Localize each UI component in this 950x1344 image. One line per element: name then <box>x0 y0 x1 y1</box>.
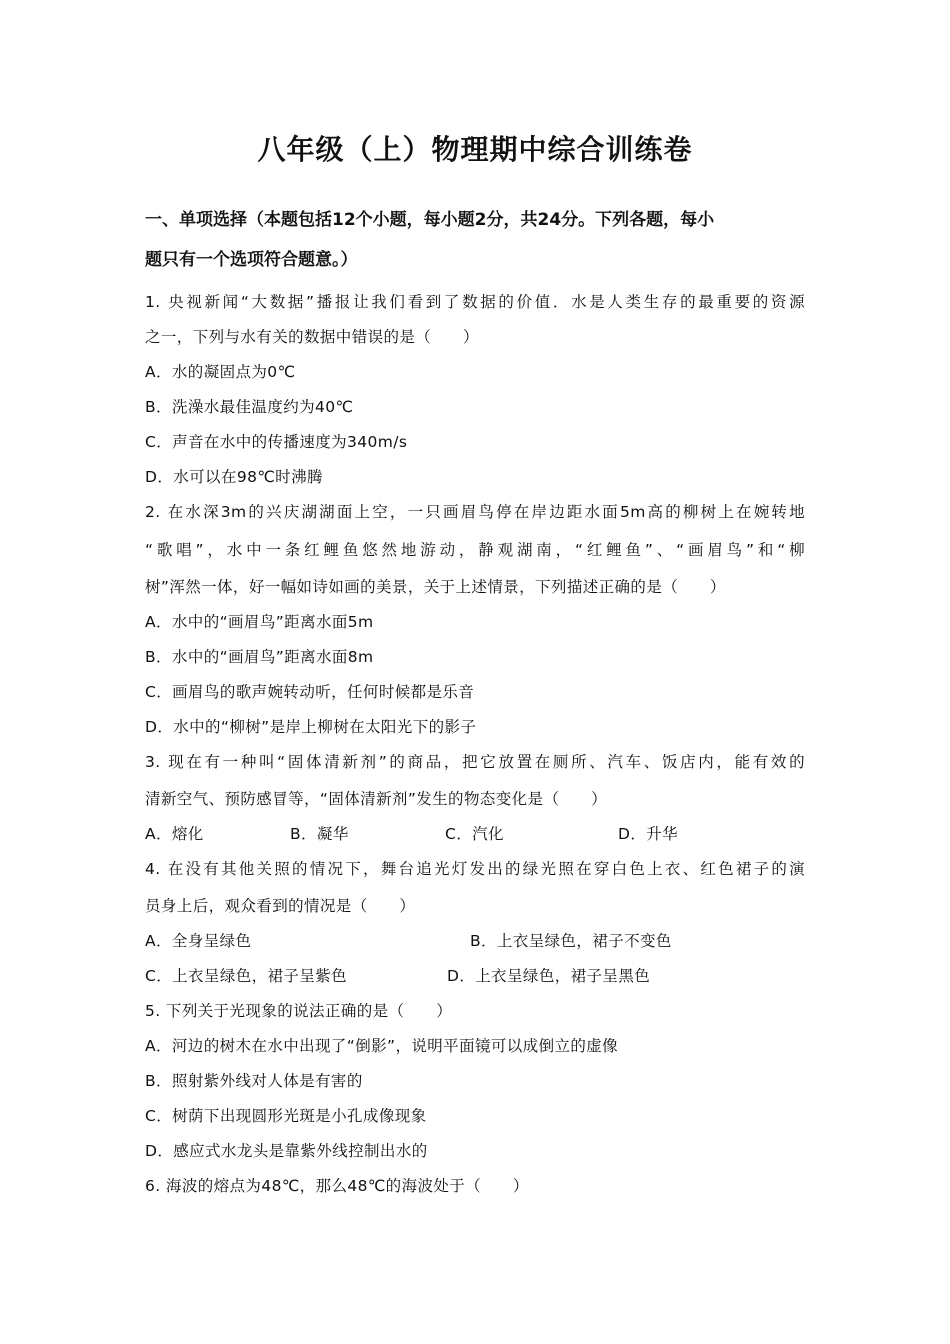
question-3-options-row <box>145 822 805 842</box>
question-4-option-c: C．上衣呈绿色，裙子呈紫色 <box>145 967 348 985</box>
question-5-option-c: C．树荫下出现圆形光斑是小孔成像现象 <box>145 1107 427 1125</box>
question-2-option-b: B．水中的“画眉鸟”距离水面8m <box>145 648 374 666</box>
question-2-option-a: A．水中的“画眉鸟”距离水面5m <box>145 613 374 631</box>
question-5-stem-line-1: 5. 下列关于光现象的说法正确的是（ ） <box>145 1002 453 1020</box>
section-heading-line-1: 一、单项选择（本题包括12个小题，每小题2分，共24分。下列各题，每小 <box>145 210 715 230</box>
question-4-option-a: A．全身呈绿色 <box>145 932 252 950</box>
page-title: 八年级（上）物理期中综合训练卷 <box>257 133 693 166</box>
question-3-option-a: A．熔化 <box>145 825 204 843</box>
question-4-option-d: D．上衣呈绿色，裙子呈黑色 <box>447 967 651 985</box>
question-4-options-row-1 <box>145 929 805 949</box>
question-2-option-c: C．画眉鸟的歌声婉转动听，任何时候都是乐音 <box>145 683 475 701</box>
question-2-stem-line-1: 2. 在水深3m的兴庆湖湖面上空，一只画眉鸟停在岸边距水面5m高的柳树上在婉转地 <box>145 503 805 521</box>
question-4-stem-line-1: 4. 在没有其他关照的情况下，舞台追光灯发出的绿光照在穿白色上衣、红色裙子的演 <box>145 860 805 878</box>
question-3-option-d: D．升华 <box>618 825 679 843</box>
question-1-option-b: B．洗澡水最佳温度约为40℃ <box>145 398 354 416</box>
question-1-stem-line-1: 1. 央视新闻“大数据”播报让我们看到了数据的价值．水是人类生存的最重要的资源 <box>145 293 805 311</box>
question-5-option-d: D．感应式水龙头是靠紫外线控制出水的 <box>145 1142 428 1160</box>
question-6-stem-line-1: 6. 海波的熔点为48℃，那么48℃的海波处于（ ） <box>145 1177 529 1195</box>
question-4-option-b: B．上衣呈绿色，裙子不变色 <box>470 932 672 950</box>
question-2-stem-line-2: “歌唱”，水中一条红鲤鱼悠然地游动，静观湖南，“红鲤鱼”、“画眉鸟”和“柳 <box>145 541 805 559</box>
question-2-stem-line-3: 树”浑然一体，好一幅如诗如画的美景，关于上述情景，下列描述正确的是（ ） <box>145 578 726 596</box>
question-3-stem-line-2: 清新空气、预防感冒等，“固体清新剂”发生的物态变化是（ ） <box>145 790 608 808</box>
question-5-option-a: A．河边的树木在水中出现了“倒影”，说明平面镜可以成倒立的虚像 <box>145 1037 619 1055</box>
section-heading-line-2: 题只有一个选项符合题意。） <box>145 250 358 270</box>
question-4-stem-line-2: 员身上后，观众看到的情况是（ ） <box>145 897 416 915</box>
question-4-options-row-2 <box>145 964 805 984</box>
question-2-option-d: D．水中的“柳树”是岸上柳树在太阳光下的影子 <box>145 718 477 736</box>
question-1-option-d: D．水可以在98℃时沸腾 <box>145 468 323 486</box>
question-3-stem-line-1: 3. 现在有一种叫“固体清新剂”的商品，把它放置在厕所、汽车、饭店内，能有效的 <box>145 753 805 771</box>
question-3-option-c: C．汽化 <box>445 825 504 843</box>
question-1-stem-line-2: 之一，下列与水有关的数据中错误的是（ ） <box>145 328 479 346</box>
question-1-option-a: A．水的凝固点为0℃ <box>145 363 296 381</box>
question-3-option-b: B．凝华 <box>290 825 349 843</box>
question-1-option-c: C．声音在水中的传播速度为340m/s <box>145 433 408 451</box>
question-5-option-b: B．照射紫外线对人体是有害的 <box>145 1072 363 1090</box>
